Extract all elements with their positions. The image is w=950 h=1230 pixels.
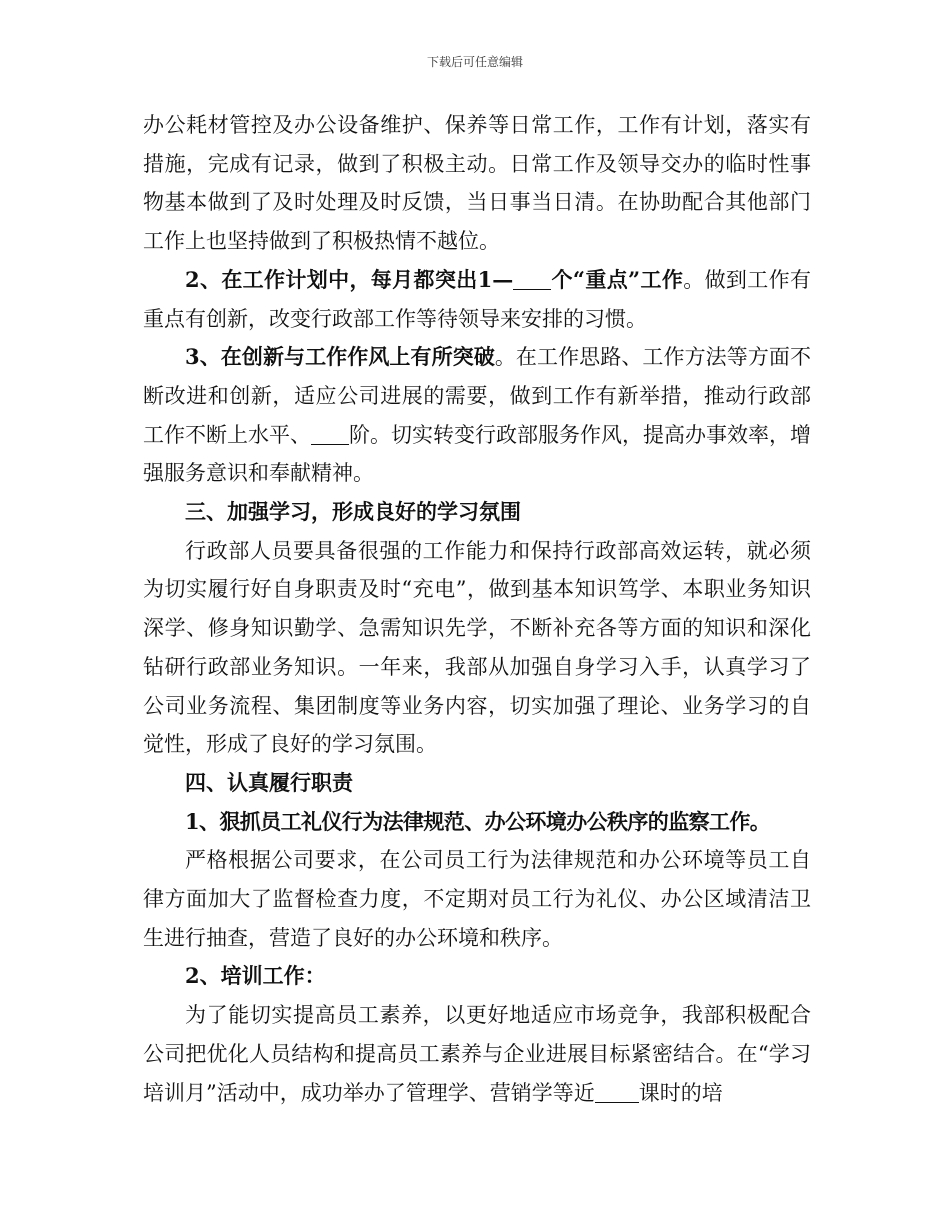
paragraph-work-plan bbox=[143, 261, 811, 338]
paragraph-learning: 行政部人员要具备很强的工作能力和保持行政部高效运转，就必须为切实履行好自身职责及时“充电”，做到基本知识笃学、本职业务知识深学、修身知识勤学、急需知识先学，不断补充各等方面的知识和深化钻研行政部业务知识。一年来，我部从加强自身学习入手，认真学习了公司业务流程、集团制度等业务内容，切实加强了理论、业务学习的自觉性，形成了良好的学习氛围。 bbox=[143, 538, 811, 757]
work-plan-heading-start: 2、在工作计划中，每月都突出1— bbox=[185, 266, 514, 292]
document-body bbox=[143, 106, 811, 1112]
paragraph-innovation bbox=[143, 338, 811, 493]
page-header: 下载后可任意编辑 bbox=[426, 55, 523, 69]
work-plan-heading bbox=[185, 267, 683, 292]
subheading-supervision: 1、狠抓员工礼仪行为法律规范、办公环境办公秩序的监察工作。 bbox=[185, 808, 771, 834]
section-heading-learning: 三、加强学习，形成良好的学习氛围 bbox=[185, 499, 521, 525]
paragraph-supervision: 严格根据公司要求，在公司员工行为法律规范和办公环境等员工自律方面加大了监督检查力度，不定期对员工行为礼仪、办公区域清洁卫生进行抽查，营造了良好的办公环境和秩序。 bbox=[143, 848, 811, 950]
fill-in-blank bbox=[595, 1081, 639, 1103]
fill-in-blank bbox=[513, 268, 551, 290]
fill-in-blank bbox=[311, 423, 349, 445]
innovation-heading: 3、在创新与工作作风上有所突破 bbox=[185, 344, 495, 370]
work-plan-text: 。做到工作有重点有创新，改变行政部工作等待领导来安排的习惯。 bbox=[143, 267, 811, 331]
innovation-text-a: 。在工作思路、工作方法等方面不断改进和创新，适应公司进展的需要，做到工作有新举措，推动行政部工作不断上水平、 bbox=[143, 345, 811, 447]
training-text-a: 为了能切实提高员工素养，以更好地适应市场竞争，我部积极配合公司把优化人员结构和提高员工素养与企业进展目标紧密结合。在“学习培训月”活动中，成功举办了管理学、营销学等近 bbox=[143, 1003, 811, 1105]
training-text-b: 课时的培 bbox=[638, 1080, 723, 1105]
section-heading-duties: 四、认真履行职责 bbox=[185, 769, 353, 795]
innovation-text-b: 阶。切实转变行政部服务作风，提高办事效率，增强服务意识和奉献精神。 bbox=[143, 422, 811, 486]
paragraph-training bbox=[143, 996, 811, 1112]
work-plan-heading-end: 个“重点”工作 bbox=[551, 266, 684, 292]
paragraph-office-supplies: 办公耗材管控及办公设备维护、保养等日常工作，工作有计划，落实有措施，完成有记录，做到了积极主动。日常工作及领导交办的临时性事物基本做到了及时处理及时反馈，当日事当日清。在协助配合其他部门工作上也坚持做到了积极热情不越位。 bbox=[143, 113, 811, 254]
subheading-training: 2、培训工作： bbox=[185, 963, 326, 989]
